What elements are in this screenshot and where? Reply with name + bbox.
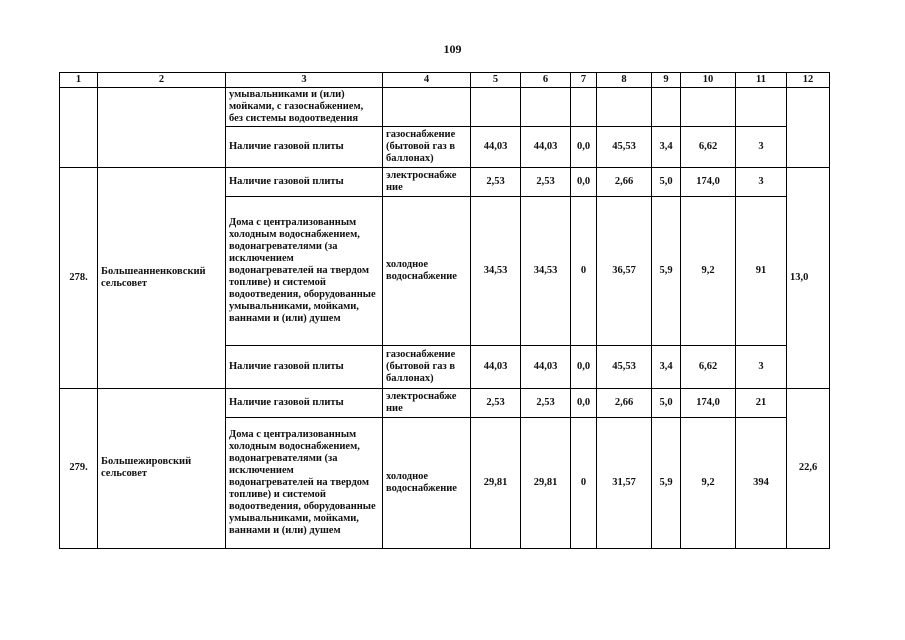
value-cell: 3 xyxy=(736,127,787,168)
value-cell: 29,81 xyxy=(471,417,521,548)
header-cell: 3 xyxy=(226,73,383,88)
value-cell: 0 xyxy=(571,417,597,548)
description-cell: Наличие газовой плиты xyxy=(226,345,383,388)
service-type-cell: холодное водоснабжение xyxy=(383,197,471,346)
value-cell: 394 xyxy=(736,417,787,548)
value-cell: 2,53 xyxy=(471,388,521,417)
value-cell: 9,2 xyxy=(681,417,736,548)
header-cell: 12 xyxy=(787,73,830,88)
service-type-cell: электроснабже ние xyxy=(383,168,471,197)
table-row xyxy=(60,168,830,197)
value-cell xyxy=(597,88,652,127)
value-cell: 44,03 xyxy=(471,345,521,388)
value-cell: 2,53 xyxy=(521,388,571,417)
header-cell: 6 xyxy=(521,73,571,88)
service-type-cell: газоснабжение (бытовой газ в баллонах) xyxy=(383,127,471,168)
value-cell: 2,66 xyxy=(597,168,652,197)
value-cell: 0,0 xyxy=(571,127,597,168)
value-cell: 34,53 xyxy=(471,197,521,346)
header-cell: 11 xyxy=(736,73,787,88)
total-cell: 22,6 xyxy=(787,388,830,548)
value-cell: 2,53 xyxy=(521,168,571,197)
header-cell: 10 xyxy=(681,73,736,88)
value-cell: 9,2 xyxy=(681,197,736,346)
service-type-cell: газоснабжение (бытовой газ в баллонах) xyxy=(383,345,471,388)
header-row xyxy=(60,73,830,88)
value-cell: 6,62 xyxy=(681,127,736,168)
header-cell: 8 xyxy=(597,73,652,88)
settlement-name-cell: Большежировский сельсовет xyxy=(98,388,226,548)
value-cell: 5,9 xyxy=(652,417,681,548)
settlement-name-cell xyxy=(98,88,226,168)
value-cell: 91 xyxy=(736,197,787,346)
value-cell: 5,9 xyxy=(652,197,681,346)
value-cell: 0,0 xyxy=(571,168,597,197)
header-cell: 4 xyxy=(383,73,471,88)
description-cell: умывальниками и (или) мойками, с газоснабжением, без системы водоотведения xyxy=(226,88,383,127)
value-cell: 6,62 xyxy=(681,345,736,388)
value-cell: 36,57 xyxy=(597,197,652,346)
value-cell: 29,81 xyxy=(521,417,571,548)
header-cell: 1 xyxy=(60,73,98,88)
value-cell: 31,57 xyxy=(597,417,652,548)
value-cell: 2,53 xyxy=(471,168,521,197)
total-cell: 13,0 xyxy=(787,168,830,389)
settlement-name-cell: Большеанненковский сельсовет xyxy=(98,168,226,389)
value-cell: 5,0 xyxy=(652,388,681,417)
value-cell: 3 xyxy=(736,345,787,388)
value-cell xyxy=(521,88,571,127)
value-cell: 44,03 xyxy=(471,127,521,168)
value-cell: 34,53 xyxy=(521,197,571,346)
header-cell: 7 xyxy=(571,73,597,88)
value-cell: 21 xyxy=(736,388,787,417)
value-cell: 3,4 xyxy=(652,345,681,388)
description-cell: Дома с централизованным холодным водоснабжением, водонагревателями (за исключением водонагревателей на твердом топливе) и системой водоотведения, оборудованные умывальниками, мойками, ваннами и (или) душем xyxy=(226,417,383,548)
value-cell: 0 xyxy=(571,197,597,346)
value-cell: 3 xyxy=(736,168,787,197)
value-cell: 0,0 xyxy=(571,345,597,388)
value-cell: 44,03 xyxy=(521,127,571,168)
value-cell: 0,0 xyxy=(571,388,597,417)
table-row xyxy=(60,88,830,127)
value-cell: 45,53 xyxy=(597,127,652,168)
service-type-cell: электроснабже ние xyxy=(383,388,471,417)
tariff-table xyxy=(59,72,830,549)
description-cell: Наличие газовой плиты xyxy=(226,388,383,417)
value-cell xyxy=(652,88,681,127)
value-cell xyxy=(681,88,736,127)
row-number-cell xyxy=(60,88,98,168)
value-cell xyxy=(571,88,597,127)
value-cell: 2,66 xyxy=(597,388,652,417)
value-cell xyxy=(736,88,787,127)
description-cell: Наличие газовой плиты xyxy=(226,168,383,197)
header-cell: 9 xyxy=(652,73,681,88)
header-cell: 2 xyxy=(98,73,226,88)
value-cell: 45,53 xyxy=(597,345,652,388)
page-number: 109 xyxy=(443,42,462,56)
value-cell: 5,0 xyxy=(652,168,681,197)
description-cell: Дома с централизованным холодным водоснабжением, водонагревателями (за исключением водонагревателей на твердом топливе) и системой водоотведения, оборудованные умывальниками, мойками, ваннами и (или) душем xyxy=(226,197,383,346)
service-type-cell: холодное водоснабжение xyxy=(383,417,471,548)
value-cell xyxy=(471,88,521,127)
service-type-cell xyxy=(383,88,471,127)
value-cell: 174,0 xyxy=(681,388,736,417)
value-cell: 44,03 xyxy=(521,345,571,388)
description-cell: Наличие газовой плиты xyxy=(226,127,383,168)
value-cell: 3,4 xyxy=(652,127,681,168)
row-number-cell: 279. xyxy=(60,388,98,548)
value-cell xyxy=(787,88,830,168)
row-number-cell: 278. xyxy=(60,168,98,389)
value-cell: 174,0 xyxy=(681,168,736,197)
header-cell: 5 xyxy=(471,73,521,88)
table-row xyxy=(60,388,830,417)
